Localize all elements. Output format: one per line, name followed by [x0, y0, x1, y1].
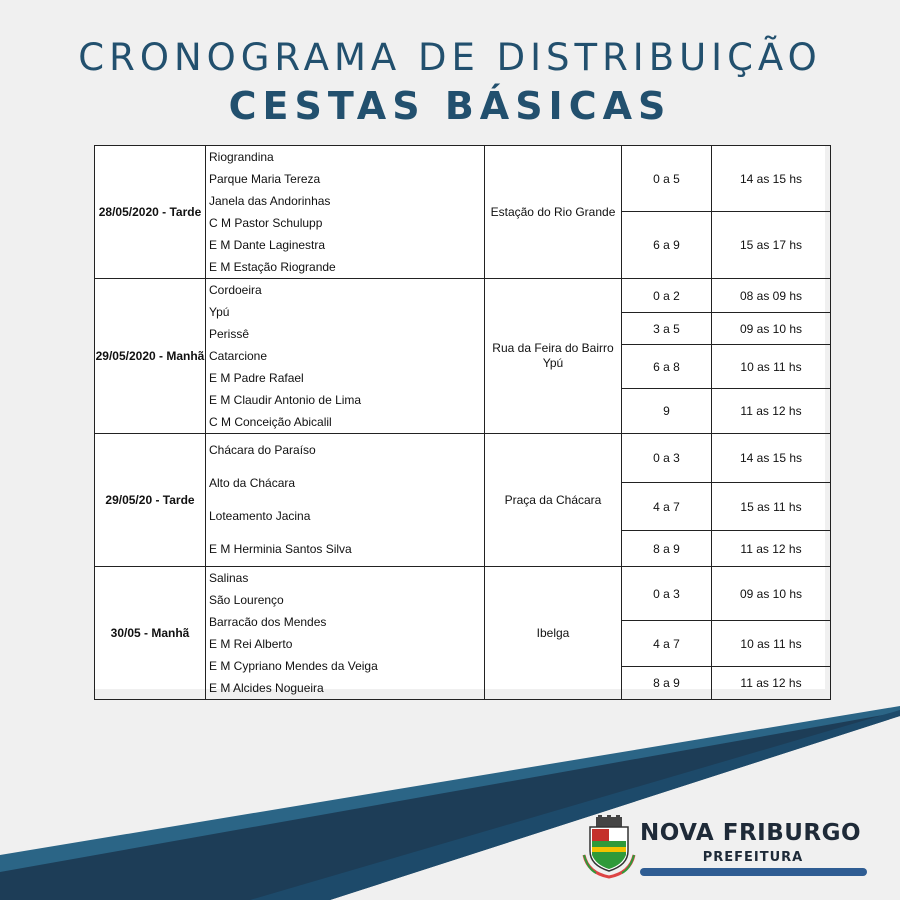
age-range-cell: 0 a 2 [622, 279, 712, 313]
age-range-cell: 8 a 9 [622, 531, 712, 567]
list-item: E M Rei Alberto [209, 637, 293, 651]
age-range-cell: 0 a 3 [622, 567, 712, 621]
date-cell: 29/05/2020 - Manhã [95, 279, 206, 434]
list-item: Riograndina [209, 150, 274, 164]
list-item: C M Conceição Abicalil [209, 415, 332, 429]
distribution-schedule-table [94, 145, 831, 700]
time-cell: 14 as 15 hs [712, 434, 831, 483]
time-cell: 11 as 12 hs [712, 666, 831, 699]
time-cell: 10 as 11 hs [712, 345, 831, 389]
time-cell: 10 as 11 hs [712, 621, 831, 666]
list-item: E M Herminia Santos Silva [209, 542, 352, 556]
city-coat-of-arms-icon [582, 815, 636, 881]
age-range-cell: 9 [622, 389, 712, 434]
locations-cell [206, 434, 485, 567]
list-item: E M Dante Laginestra [209, 238, 326, 252]
age-range-cell: 4 a 7 [622, 621, 712, 666]
table-row [95, 146, 831, 212]
place-cell: Praça da Chácara [485, 434, 622, 567]
age-range-cell: 8 a 9 [622, 666, 712, 699]
date-cell: 30/05 - Manhã [95, 567, 206, 700]
locations-cell [206, 146, 485, 279]
table-row [95, 567, 831, 621]
list-item: E M Claudir Antonio de Lima [209, 393, 362, 407]
list-item: Alto da Chácara [209, 476, 296, 490]
date-cell: 29/05/20 - Tarde [95, 434, 206, 567]
list-item: Perissê [209, 327, 250, 341]
page-title-line-2: CESTAS BÁSICAS [228, 84, 672, 128]
time-cell: 08 as 09 hs [712, 279, 831, 313]
list-item: Salinas [209, 571, 249, 585]
age-range-cell: 3 a 5 [622, 313, 712, 345]
list-item: E M Alcides Nogueira [209, 681, 324, 695]
page-title-line-1: CRONOGRAMA DE DISTRIBUIÇÃO [78, 36, 822, 79]
list-item: Chácara do Paraíso [209, 443, 316, 457]
locations-cell [206, 567, 485, 700]
locations-cell [206, 279, 485, 434]
list-item: E M Padre Rafael [209, 371, 304, 385]
age-range-cell: 4 a 7 [622, 483, 712, 531]
place-cell: Estação do Rio Grande [485, 146, 622, 279]
time-cell: 14 as 15 hs [712, 146, 831, 212]
list-item: Janela das Andorinhas [209, 194, 331, 208]
list-item: Parque Maria Tereza [209, 172, 321, 186]
time-cell: 15 as 11 hs [712, 483, 831, 531]
list-item: Loteamento Jacina [209, 509, 311, 523]
list-item: Barracão dos Mendes [209, 615, 327, 629]
list-item: C M Pastor Schulupp [209, 216, 323, 230]
age-range-cell: 6 a 8 [622, 345, 712, 389]
list-item: E M Estação Riogrande [209, 260, 336, 274]
table-row [95, 434, 831, 483]
brand-underline-bar [640, 868, 867, 876]
place-cell: Ibelga [485, 567, 622, 700]
list-item: E M Cypriano Mendes da Veiga [209, 659, 378, 673]
brand-subtitle: PREFEITURA [702, 850, 804, 865]
list-item: Cordoeira [209, 283, 262, 297]
table-row [95, 279, 831, 313]
place-cell: Rua da Feira do Bairro Ypú [485, 279, 622, 434]
list-item: Ypú [209, 305, 230, 319]
brand-name: NOVA FRIBURGO [640, 820, 862, 846]
age-range-cell: 0 a 5 [622, 146, 712, 212]
time-cell: 15 as 17 hs [712, 212, 831, 279]
date-cell: 28/05/2020 - Tarde [95, 146, 206, 279]
list-item: São Lourenço [209, 593, 284, 607]
age-range-cell: 0 a 3 [622, 434, 712, 483]
time-cell: 09 as 10 hs [712, 567, 831, 621]
time-cell: 09 as 10 hs [712, 313, 831, 345]
time-cell: 11 as 12 hs [712, 531, 831, 567]
time-cell: 11 as 12 hs [712, 389, 831, 434]
list-item: Catarcione [209, 349, 268, 363]
age-range-cell: 6 a 9 [622, 212, 712, 279]
